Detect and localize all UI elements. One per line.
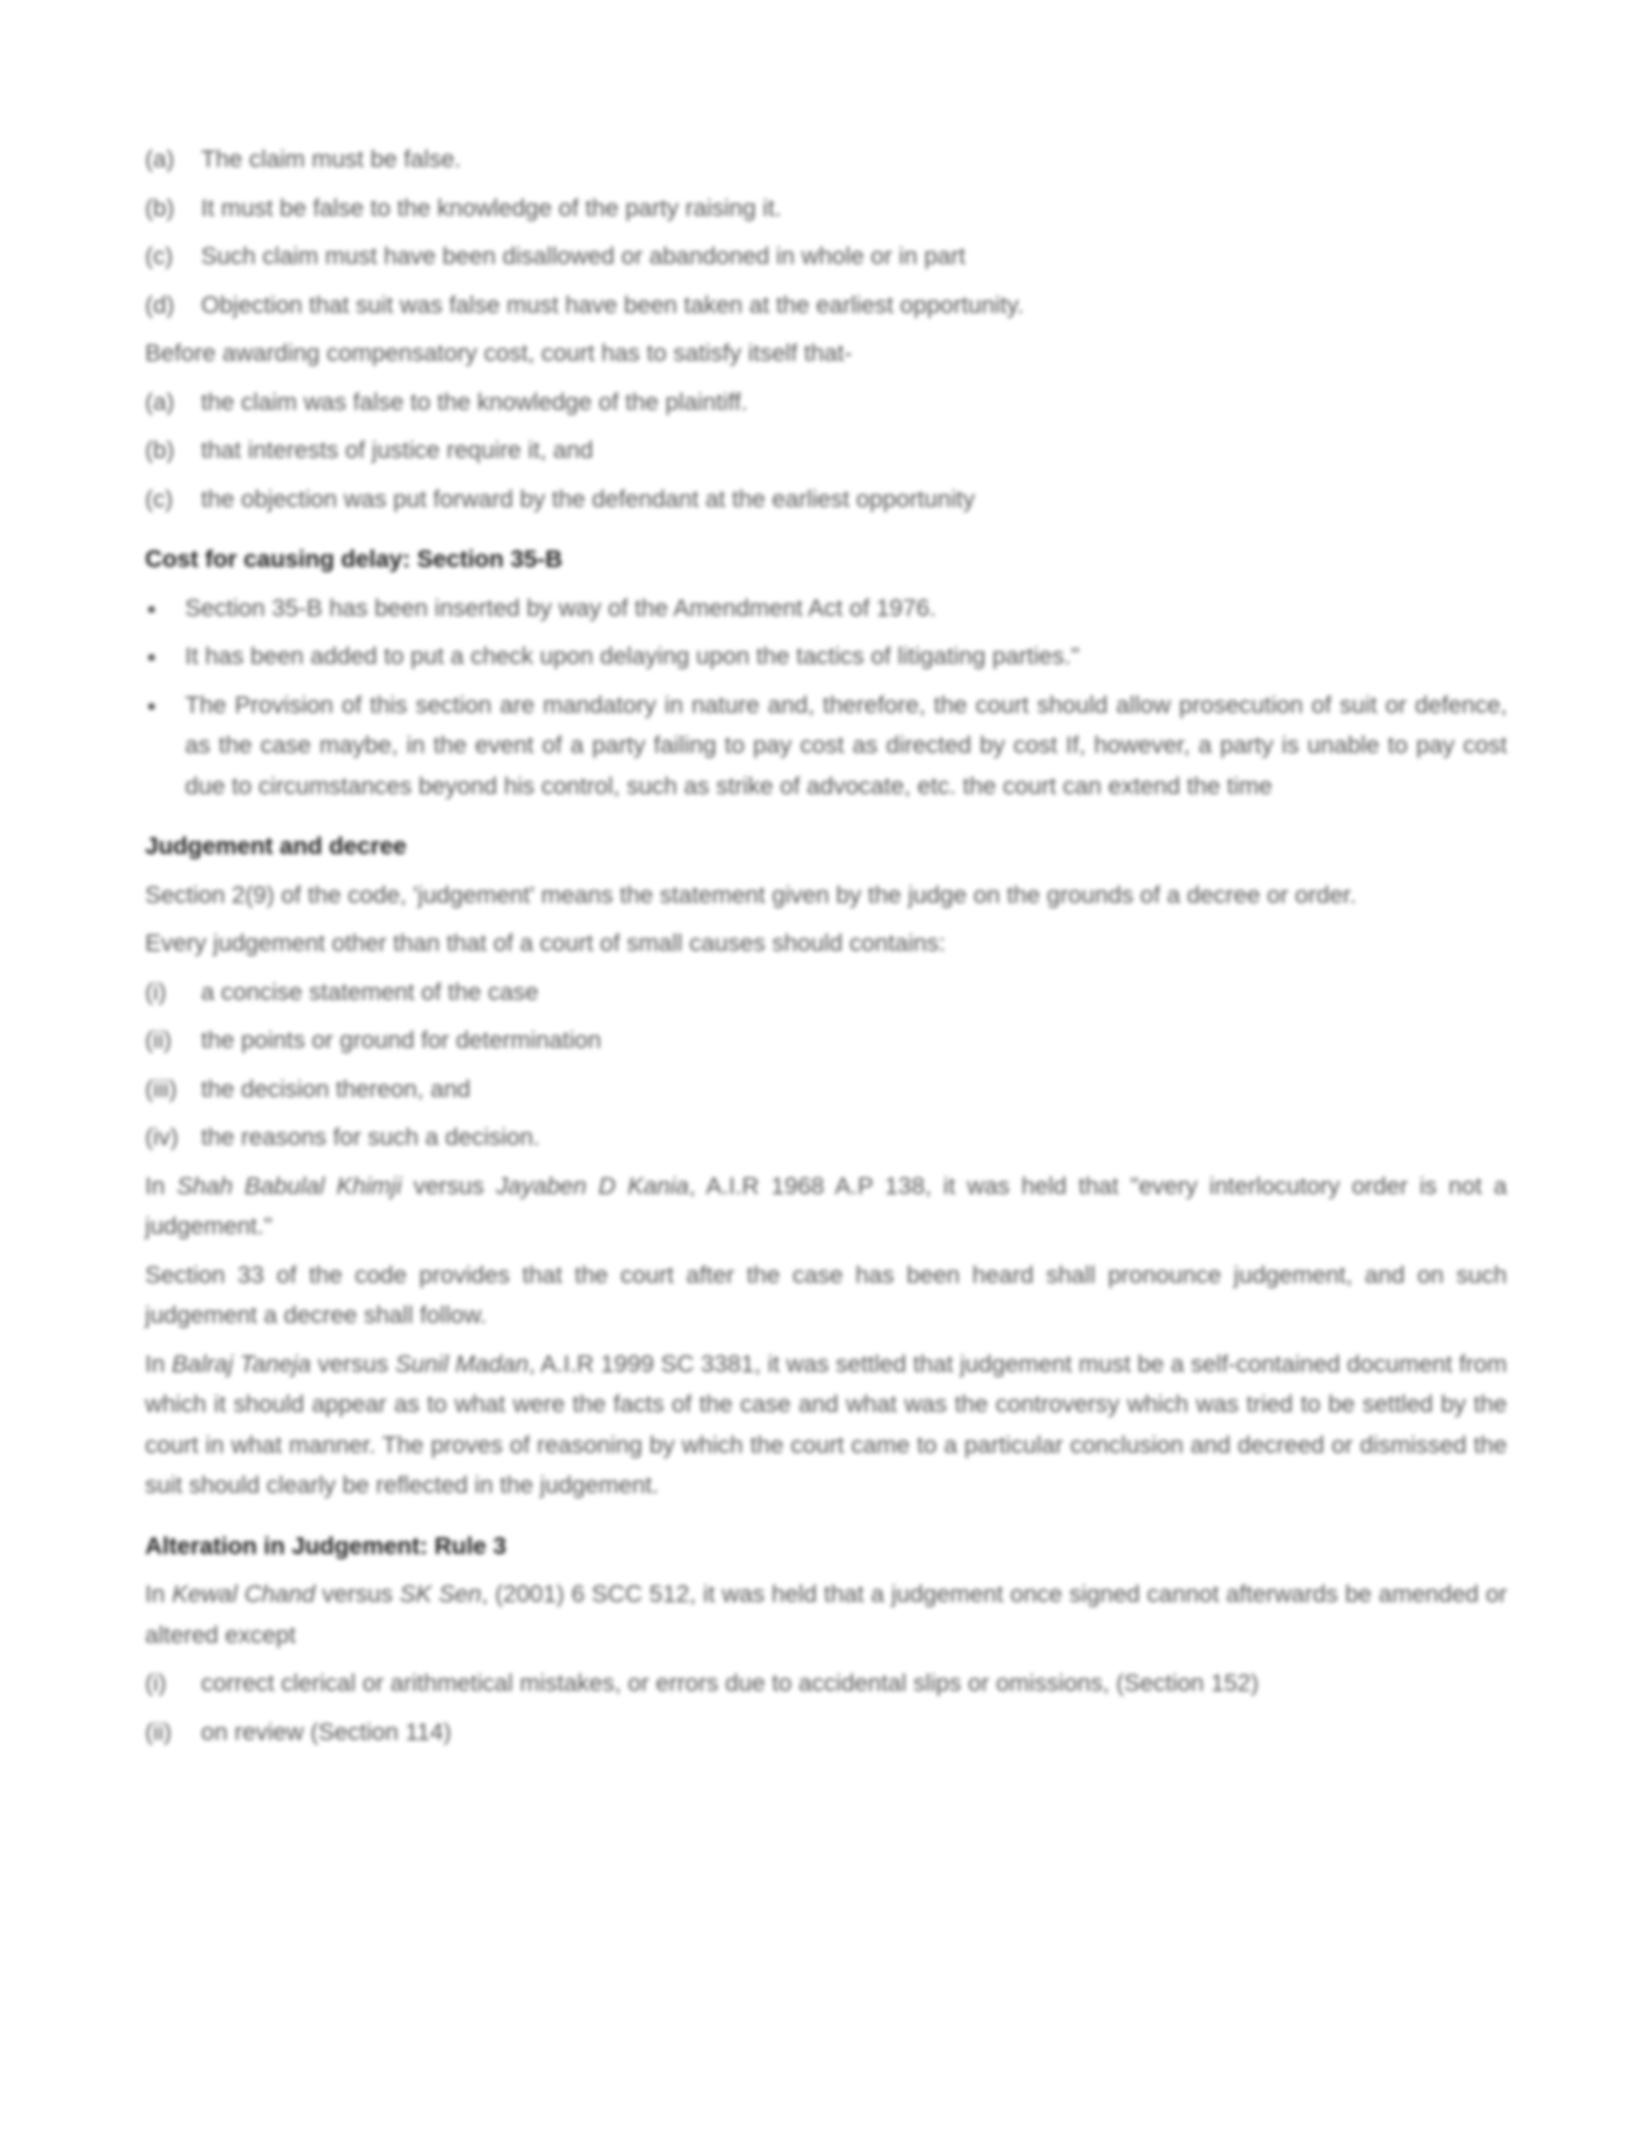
section-heading-alteration: Alteration in Judgement: Rule 3 [145,1532,507,1560]
list-label: (i) [145,978,167,1006]
bullet-text: Section 35-B has been inserted by way of the Amendment Act of 1976. [185,594,937,622]
list-label: (iii) [145,1075,177,1103]
case-party: Shah Babulal Khimji [176,1172,402,1200]
bullet-item [145,686,1507,808]
compensatory-cost-intro: Before awarding compensatory cost, court has to satisfy itself that- [145,340,852,367]
list-item [145,1713,1507,1754]
list-label: (i) [145,1670,167,1697]
list-label: (a) [145,388,175,416]
list-item [145,1070,1507,1111]
document-page [145,140,1507,1761]
list-text: Such claim must have been disallowed or abandoned in whole or in part [201,243,966,270]
list-label: (b) [145,437,175,464]
list-item [145,189,1507,230]
bullet-text: It has been added to put a check upon delaying upon the tactics of litigating parties." [185,643,1080,670]
list-label: (d) [145,291,175,319]
list-text: the decision thereon, and [201,1075,471,1103]
case-citation: In Kewal Chand versus SK Sen, (2001) 6 SCC 512, it was held that a judgement once signed cannot afterwards be amended or altered except [145,1581,1508,1649]
case-party: Jayaben D Kania [495,1172,689,1200]
list-item [145,237,1507,278]
case-party: Sunil Madan [395,1350,529,1378]
list-label: (c) [145,243,173,270]
paragraph: Every judgement other than that of a court of small causes should contains: [145,930,946,957]
bullet-dot-icon [145,589,185,630]
list-label: (c) [145,485,173,513]
list-item [145,973,1507,1014]
case-party: Balraj Taneja [171,1350,311,1378]
list-label: (a) [145,146,175,173]
paragraph: Section 2(9) of the code, 'judgement' means the statement given by the judge on the grounds of a decree or order. [145,881,1357,909]
bullet-item [145,637,1507,678]
list-label: (iv) [145,1124,179,1151]
list-text: the claim was false to the knowledge of the plaintiff. [201,388,748,416]
list-text: that interests of justice require it, and [201,437,594,464]
case-citation: In Shah Babulal Khimji versus Jayaben D Kania, A.I.R 1968 A.P 138, it was held that "every interlocutory order is not a judgement." [145,1172,1508,1240]
list-text: The claim must be false. [201,146,462,173]
list-item [145,480,1507,521]
bullet-dot-icon [145,637,185,678]
list-item [145,140,1507,181]
list-text: correct clerical or arithmetical mistakes, or errors due to accidental slips or omissions, (Section 152) [201,1670,1259,1697]
case-citation: In Balraj Taneja versus Sunil Madan, A.I.R 1999 SC 3381, it was settled that judgement must be a self-contained document from which it should appear as to what were the facts of the case and what was the controversy which was tried to be settled by the court in what manner. The proves of reasoning by which the court came to a particular conclusion and decreed or dismissed the suit should clearly be reflected in the judgement. [145,1350,1508,1499]
list-text: the objection was put forward by the defendant at the earliest opportunity [201,485,975,513]
list-item [145,383,1507,424]
section-heading-35b: Cost for causing delay: Section 35-B [145,546,563,573]
case-party: Kewal Chand [171,1581,316,1608]
list-item [145,1021,1507,1062]
case-party: SK Sen [399,1581,482,1608]
list-item [145,1118,1507,1159]
list-label: (b) [145,194,175,222]
section-heading-judgement: Judgement and decree [145,833,407,860]
list-label: (ii) [145,1718,172,1746]
list-item [145,431,1507,472]
bullet-item [145,589,1507,630]
bullet-dot-icon [145,686,185,808]
list-text: Objection that suit was false must have been taken at the earliest opportunity. [201,291,1024,319]
list-text: the points or ground for determination [201,1027,602,1054]
list-item [145,286,1507,327]
list-text: a concise statement of the case [201,978,539,1006]
bullet-text: The Provision of this section are mandatory in nature and, therefore, the court should allow prosecution of suit or defence, as the case maybe, in the event of a party failing to pay cost as directed by cost If, however, a party is unable to pay cost due to circumstances beyond his control, such as strike of advocate, etc. the court can extend the time [185,691,1507,800]
list-text: on review (Section 114) [201,1718,452,1746]
paragraph: Section 33 of the code provides that the court after the case has been heard shall pronounce judgement, and on such judgement a decree shall follow. [145,1261,1507,1329]
list-text: the reasons for such a decision. [201,1124,540,1151]
list-text: It must be false to the knowledge of the party raising it. [201,194,782,222]
list-item [145,1664,1507,1705]
list-label: (ii) [145,1027,172,1054]
